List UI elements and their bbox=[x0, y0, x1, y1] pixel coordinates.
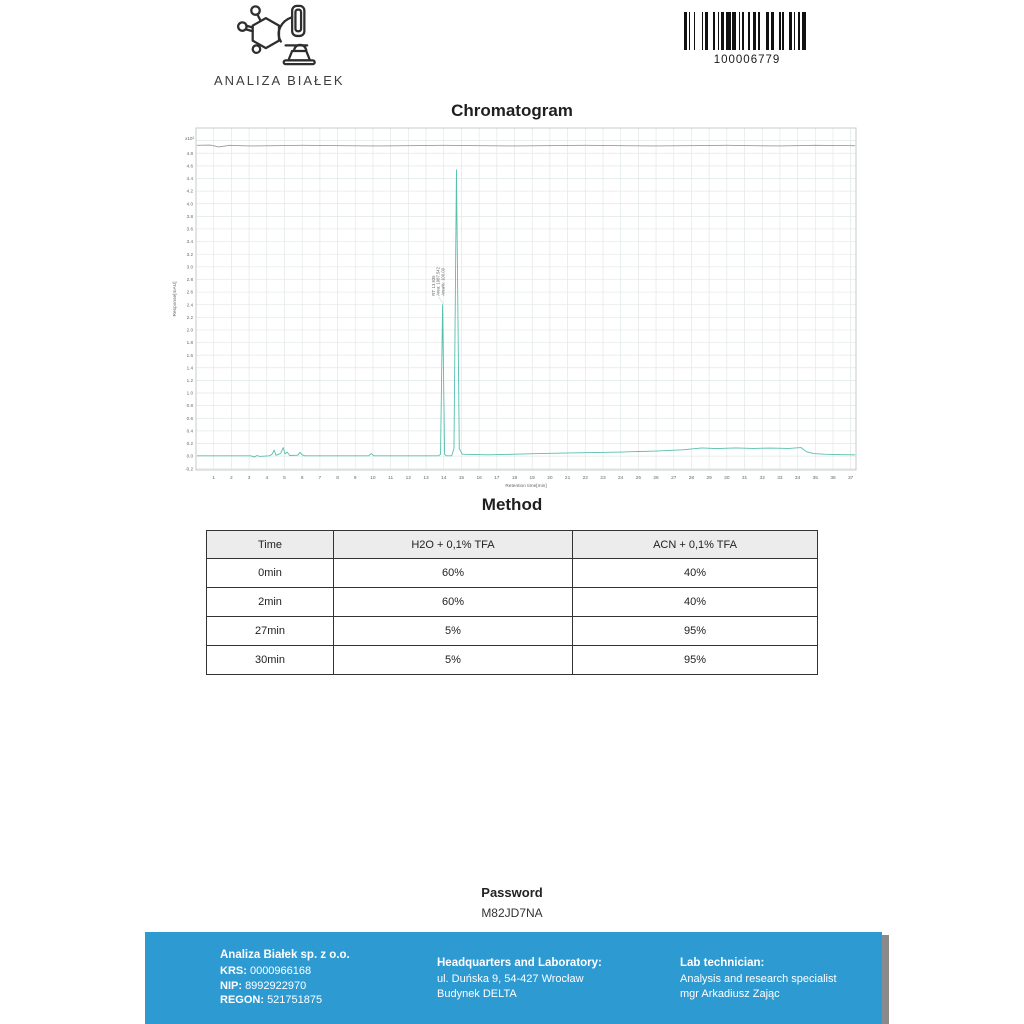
svg-text:26: 26 bbox=[653, 476, 659, 481]
barcode-icon bbox=[684, 12, 810, 50]
technician-name: mgr Arkadiusz Zając bbox=[680, 987, 780, 1000]
regon-value: 521751875 bbox=[267, 994, 323, 1007]
svg-text:-0.2: -0.2 bbox=[185, 466, 193, 472]
svg-text:15: 15 bbox=[458, 476, 465, 481]
table-cell: 0min bbox=[207, 559, 334, 588]
regon-label: REGON: bbox=[220, 994, 264, 1007]
svg-text:5: 5 bbox=[283, 476, 286, 481]
table-cell: 5% bbox=[334, 646, 573, 675]
svg-text:29: 29 bbox=[706, 476, 712, 481]
svg-text:11: 11 bbox=[388, 476, 394, 481]
svg-text:28: 28 bbox=[688, 476, 695, 481]
method-title: Method bbox=[481, 495, 543, 514]
svg-text:0.8: 0.8 bbox=[186, 403, 193, 409]
svg-text:8: 8 bbox=[336, 476, 339, 481]
table-cell: 95% bbox=[573, 646, 818, 675]
table-cell: 95% bbox=[573, 617, 818, 646]
svg-text:1: 1 bbox=[212, 476, 216, 481]
svg-text:2.4: 2.4 bbox=[186, 302, 193, 308]
company-name: Analiza Białek sp. z o.o. bbox=[220, 949, 350, 961]
svg-text:13: 13 bbox=[423, 476, 429, 481]
company-regon bbox=[220, 993, 350, 1008]
svg-text:18: 18 bbox=[511, 476, 518, 481]
svg-text:25: 25 bbox=[635, 476, 642, 481]
table-cell: 60% bbox=[334, 559, 573, 588]
footer-company bbox=[220, 948, 350, 1008]
footer-headquarters bbox=[437, 956, 602, 1001]
svg-text:4.6: 4.6 bbox=[186, 163, 193, 169]
peak-annotation-line: Area: 1987.542 bbox=[435, 267, 441, 296]
svg-text:0.0: 0.0 bbox=[186, 453, 193, 459]
svg-text:1.2: 1.2 bbox=[186, 377, 193, 383]
svg-text:2.6: 2.6 bbox=[186, 289, 193, 295]
table-cell: 2min bbox=[207, 588, 334, 617]
svg-text:6: 6 bbox=[300, 476, 304, 481]
svg-text:3.2: 3.2 bbox=[186, 251, 193, 257]
footer-shadow bbox=[882, 935, 889, 1024]
table-header-cell: H2O + 0,1% TFA bbox=[334, 531, 573, 559]
svg-text:0.6: 0.6 bbox=[186, 415, 193, 421]
method-table bbox=[206, 530, 818, 675]
company-nip bbox=[220, 979, 350, 994]
svg-text:37: 37 bbox=[848, 476, 854, 481]
table-row bbox=[207, 617, 818, 646]
svg-text:32: 32 bbox=[759, 476, 765, 481]
svg-text:2.0: 2.0 bbox=[186, 327, 193, 333]
peak-annotation-line: RT: 13.935 bbox=[431, 275, 437, 296]
svg-text:36: 36 bbox=[830, 476, 836, 481]
svg-text:0.4: 0.4 bbox=[186, 428, 193, 434]
table-row bbox=[207, 588, 818, 617]
svg-text:27: 27 bbox=[671, 476, 677, 481]
svg-text:24: 24 bbox=[617, 476, 624, 481]
svg-text:0.2: 0.2 bbox=[186, 441, 193, 447]
svg-text:23: 23 bbox=[600, 476, 606, 481]
svg-text:4: 4 bbox=[265, 476, 269, 481]
svg-text:Response[mAU]: Response[mAU] bbox=[173, 281, 178, 317]
svg-text:2.8: 2.8 bbox=[186, 277, 193, 283]
svg-text:4.4: 4.4 bbox=[186, 176, 193, 182]
svg-text:4.0: 4.0 bbox=[186, 201, 193, 207]
table-cell: 60% bbox=[334, 588, 573, 617]
svg-text:14: 14 bbox=[441, 476, 447, 481]
svg-text:3.6: 3.6 bbox=[186, 226, 193, 232]
password-value: M82JD7NA bbox=[481, 906, 543, 920]
footer bbox=[145, 932, 882, 1024]
password-label: Password bbox=[481, 885, 543, 900]
chromatogram-plot bbox=[168, 126, 868, 494]
table-cell: 40% bbox=[573, 588, 818, 617]
table-header-row bbox=[207, 531, 818, 559]
table-cell: 40% bbox=[573, 559, 818, 588]
svg-text:1.0: 1.0 bbox=[186, 390, 193, 396]
barcode-gap bbox=[806, 12, 809, 50]
company-krs bbox=[220, 964, 350, 979]
svg-text:3.0: 3.0 bbox=[186, 264, 193, 270]
svg-text:22: 22 bbox=[582, 476, 588, 481]
svg-text:7: 7 bbox=[318, 476, 322, 481]
svg-text:4.8: 4.8 bbox=[186, 150, 193, 156]
logo-text: ANALIZA BIAŁEK bbox=[214, 73, 345, 88]
table-header-cell: Time bbox=[207, 531, 334, 559]
svg-text:33: 33 bbox=[777, 476, 783, 481]
svg-text:3.8: 3.8 bbox=[186, 213, 193, 219]
svg-text:20: 20 bbox=[547, 476, 553, 481]
table-cell: 27min bbox=[207, 617, 334, 646]
svg-text:31: 31 bbox=[741, 476, 748, 481]
svg-text:30: 30 bbox=[724, 476, 730, 481]
svg-text:x10²: x10² bbox=[185, 136, 194, 142]
table-cell: 5% bbox=[334, 617, 573, 646]
headquarters-building: Budynek DELTA bbox=[437, 987, 517, 1000]
nip-value: 8992922970 bbox=[245, 979, 307, 992]
table-header-cell: ACN + 0,1% TFA bbox=[573, 531, 818, 559]
svg-text:1.8: 1.8 bbox=[186, 340, 193, 346]
svg-text:19: 19 bbox=[529, 476, 535, 481]
chromatogram-chart bbox=[168, 126, 868, 494]
technician-role: Analysis and research specialist bbox=[680, 973, 837, 986]
chromatogram-title: Chromatogram bbox=[451, 101, 573, 120]
table-row bbox=[207, 646, 818, 675]
barcode-value: 100006779 bbox=[713, 54, 781, 66]
peak-annotation-line: Area%: 100.00 bbox=[440, 267, 446, 296]
headquarters-address: ul. Duńska 9, 54-427 Wrocław bbox=[437, 973, 584, 986]
svg-text:10: 10 bbox=[370, 476, 376, 481]
krs-label: KRS: bbox=[220, 965, 247, 978]
svg-text:17: 17 bbox=[494, 476, 500, 481]
logo bbox=[214, 4, 344, 88]
svg-text:12: 12 bbox=[405, 476, 412, 481]
svg-text:35: 35 bbox=[812, 476, 818, 481]
svg-text:Retention time[min]: Retention time[min] bbox=[505, 484, 547, 489]
svg-text:9: 9 bbox=[353, 476, 357, 481]
svg-text:4.2: 4.2 bbox=[186, 188, 193, 194]
svg-text:2.2: 2.2 bbox=[186, 314, 193, 320]
svg-text:1.6: 1.6 bbox=[186, 352, 193, 358]
table-cell: 30min bbox=[207, 646, 334, 675]
barcode bbox=[684, 12, 810, 66]
svg-text:1.4: 1.4 bbox=[186, 365, 193, 371]
footer-technician bbox=[680, 956, 837, 1001]
krs-value: 0000966168 bbox=[249, 965, 312, 978]
svg-text:34: 34 bbox=[794, 476, 801, 481]
nip-label: NIP: bbox=[220, 979, 242, 992]
svg-text:2: 2 bbox=[230, 476, 233, 481]
svg-text:3: 3 bbox=[247, 476, 251, 481]
table-row bbox=[207, 559, 818, 588]
headquarters-title: Headquarters and Laboratory: bbox=[437, 957, 602, 969]
svg-text:21: 21 bbox=[564, 476, 571, 481]
technician-title: Lab technician: bbox=[680, 957, 765, 969]
microscope-molecule-icon bbox=[229, 4, 329, 66]
svg-text:16: 16 bbox=[476, 476, 482, 481]
svg-text:3.4: 3.4 bbox=[186, 239, 193, 245]
